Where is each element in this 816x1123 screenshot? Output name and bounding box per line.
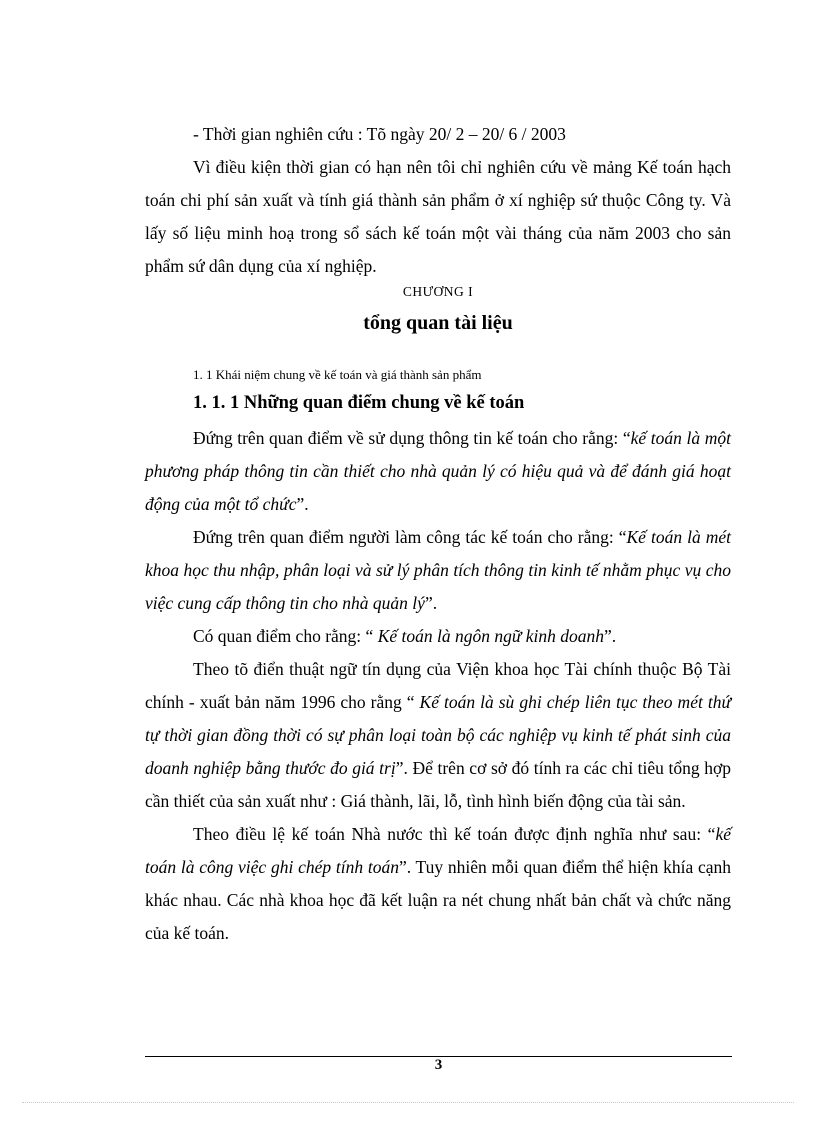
paragraph-business-language [145, 620, 731, 653]
paragraph-practitioner-viewpoint [145, 521, 731, 620]
research-scope-text: Vì điều kiện thời gian có hạn nên tôi chỉ nghiên cứu về mảng Kế toán hạch toán chi phí sản xuất và tính giá thành sản phẩm ở xí nghiệp sứ thuộc Công ty. Và lấy số liệu minh hoạ trong sổ sách kế toán một vài tháng của năm 2003 cho sản phẩm sứ dân dụng của xí nghiệp. [145, 157, 731, 276]
body-block [145, 422, 731, 950]
p1-quote: kế toán là một phương pháp thông tin cần thiết cho nhà quản lý có hiệu quả và để đánh giá hoạt động của một tổ chức [145, 428, 731, 514]
p3-quote: Kế toán là ngôn ngữ kinh doanh [377, 626, 605, 646]
p5-text: Theo điều lệ kế toán Nhà nước thì kế toán được định nghĩa như sau: “ [193, 824, 716, 844]
intro-block [145, 118, 731, 283]
p3-text: Có quan điểm cho rằng: “ [193, 626, 378, 646]
p4-quote: Kế toán là sù ghi chép liên tục theo mét thứ tự thời gian đồng thời có sự phân loại toàn bộ các nghiệp vụ kinh tế phát sinh của doanh nghiệp bằng thước đo giá trị [145, 692, 731, 778]
page-edge-divider [22, 1102, 794, 1103]
section-1-1-1-heading: 1. 1. 1 Những quan điểm chung về kế toán [193, 393, 525, 413]
page-number: 3 [434, 1057, 443, 1073]
p1-text: Đứng trên quan điểm về sử dụng thông tin kế toán cho rằng: “ [193, 428, 631, 448]
p5-quote: kế toán là công việc ghi chép tính toán [145, 824, 731, 877]
p1-end: ”. [296, 494, 309, 514]
p2-end: ”. [424, 593, 438, 613]
chapter-title: tổng quan tài liệu [363, 312, 513, 334]
p4-text: Theo tõ điển thuật ngữ tín dụng của Viện khoa học Tài chính thuộc Bộ Tài chính - xuất bản năm 1996 cho rằng “ [145, 659, 731, 712]
research-scope-paragraph [145, 151, 731, 283]
paragraph-state-regulation [145, 818, 731, 950]
p3-end: ”. [604, 626, 617, 646]
paragraph-info-viewpoint [145, 422, 731, 521]
chapter-label: CHƯƠNG I [402, 284, 474, 299]
p2-quote: Kế toán là mét khoa học thu nhập, phân loại và sử lý phân tích thông tin kinh tế nhằm phục vụ cho việc cung cấp thông tin cho nhà quản lý [145, 527, 731, 613]
research-time-line [145, 118, 731, 151]
section-1-1-heading: 1. 1 Khái niệm chung về kế toán và giá thành sản phẩm [193, 367, 482, 382]
p4-end: ”. Để trên cơ sở đó tính ra các chỉ tiêu tổng hợp cần thiết của sản xuất như : Giá thành, lãi, lỗ, tình hình biến động của tài sản. [145, 758, 732, 811]
research-time-text: - Thời gian nghiên cứu : Tõ ngày 20/ 2 – 20/ 6 / 2003 [193, 124, 566, 144]
p5-end: ”. Tuy nhiên mỗi quan điểm thể hiện khía cạnh khác nhau. Các nhà khoa học đã kết luận ra nét chung nhất bản chất và chức năng của kế toán. [145, 857, 732, 943]
paragraph-dictionary-definition [145, 653, 731, 818]
p2-text: Đứng trên quan điểm người làm công tác kế toán cho rằng: “ [193, 527, 627, 547]
